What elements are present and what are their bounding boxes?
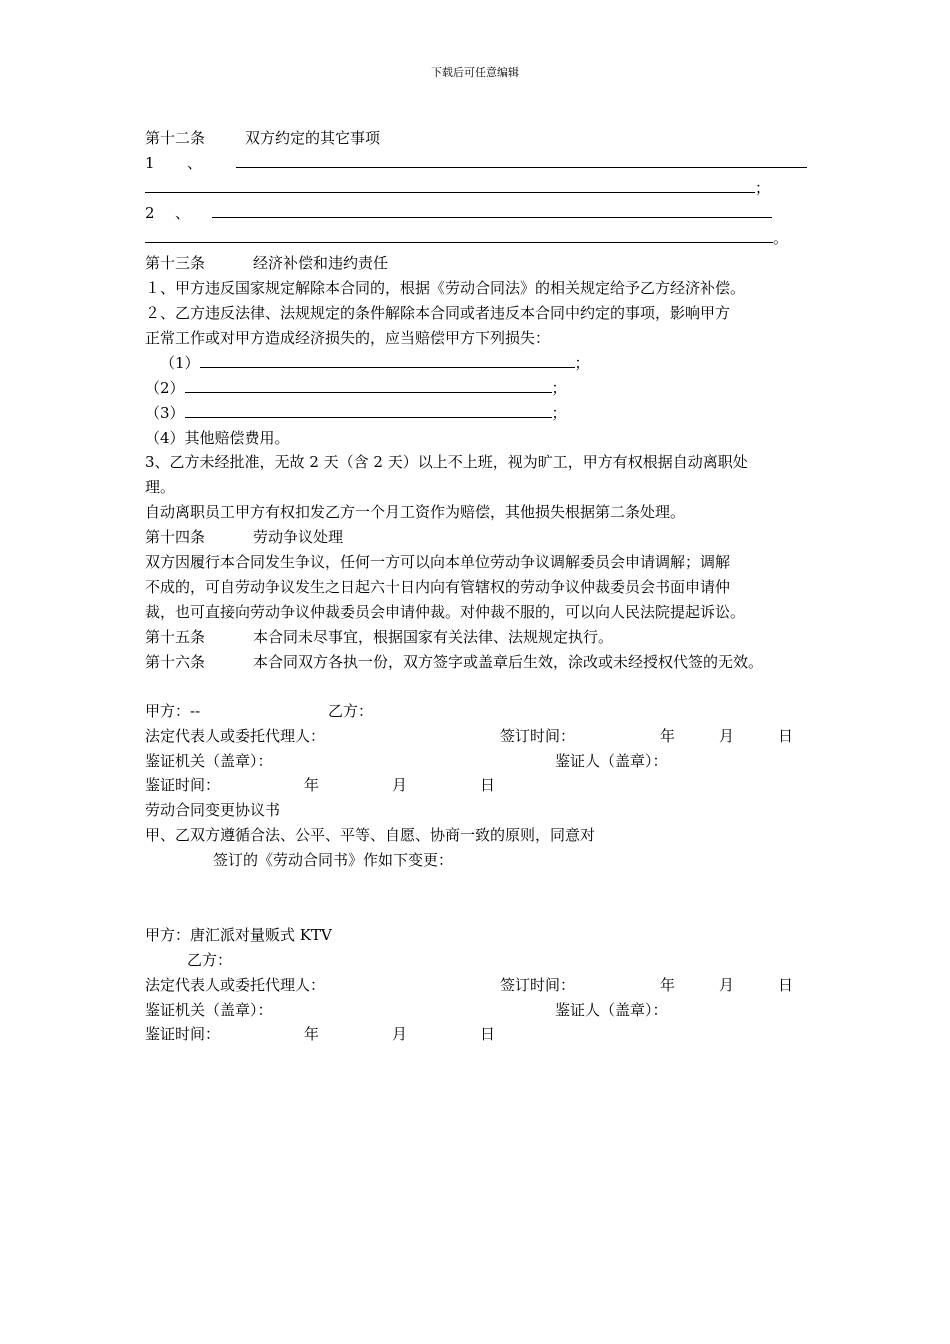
art14-paragraph-3: 裁，也可直接向劳动争议仲裁委员会申请仲裁。对仲裁不服的，可以向人民法院提起诉讼。 (145, 603, 746, 621)
sign1-representative: 法定代表人或委托代理人： (145, 727, 326, 745)
art12-item2-number: 2 (145, 204, 155, 222)
article-14-title: 第十四条 (145, 528, 206, 546)
sign1-verify-day: 日 (480, 776, 496, 794)
art13-paragraph-2a: ２、乙方违反法律、法规规定的条件解除本合同或者违反本合同中约定的事项，影响甲方 (145, 304, 731, 322)
art13-paragraph-4: 自动离职员工甲方有权扣发乙方一个月工资作为赔偿，其他损失根据第二条处理。 (145, 503, 686, 521)
art12-item2-end: 。 (773, 229, 789, 247)
sign2-day: 日 (778, 976, 794, 994)
sign2-verify-month: 月 (392, 1025, 408, 1043)
art13-loss-1-end: ； (574, 354, 590, 372)
sign1-verify-month: 月 (392, 776, 408, 794)
sign2-verifier: 鉴证人（盖章）： (555, 1001, 668, 1019)
art12-item2-blank[interactable] (212, 204, 772, 218)
sign2-verify-time: 鉴证时间： (145, 1025, 221, 1043)
art13-paragraph-3a: 3、乙方未经批准，无故 2 天（含 2 天）以上不上班，视为旷工，甲方有权根据自动离职处 (145, 453, 748, 471)
sign1-verifier: 鉴证人（盖章）： (555, 752, 668, 770)
sign2-verify-day: 日 (480, 1025, 496, 1043)
art14-paragraph-1: 双方因履行本合同发生争议，任何一方可以向本单位劳动争议调解委员会申请调解；调解 (145, 553, 731, 571)
art13-loss-1-label: （1） (160, 354, 200, 372)
art13-loss-2-end: ； (551, 379, 567, 397)
amendment-paragraph-1: 甲、乙双方遵循合法、公平、平等、自愿、协商一致的原则，同意对 (145, 826, 596, 844)
art13-loss-4: （4）其他赔偿费用。 (145, 429, 290, 447)
art13-loss-3-end: ； (551, 404, 567, 422)
article-13-heading: 经济补偿和违约责任 (253, 254, 389, 272)
art12-item1-number: 1 (145, 154, 155, 172)
art14-paragraph-2: 不成的，可自劳动争议发生之日起六十日内向有管辖权的劳动争议仲裁委员会书面申请仲 (145, 578, 731, 596)
sign2-sign-time: 签订时间： (500, 976, 576, 994)
sign2-party-b: 乙方： (187, 951, 233, 969)
art13-paragraph-1: １、甲方违反国家规定解除本合同的，根据《劳动合同法》的相关规定给予乙方经济补偿。 (145, 279, 746, 297)
art12-item1-separator: 、 (187, 154, 203, 172)
article-16-text: 本合同双方各执一份，双方签字或盖章后生效，涂改或未经授权代签的无效。 (253, 653, 764, 671)
sign1-verify-year: 年 (304, 776, 320, 794)
art13-loss-3-blank[interactable] (185, 404, 552, 418)
sign2-representative: 法定代表人或委托代理人： (145, 976, 326, 994)
sign1-month: 月 (719, 727, 735, 745)
art12-item1-blank[interactable] (236, 154, 807, 168)
amendment-paragraph-2: 签订的《劳动合同书》作如下变更： (213, 851, 454, 869)
article-12-title: 第十二条 (145, 129, 206, 147)
sign1-sign-time: 签订时间： (500, 727, 576, 745)
page-header: 下载后可任意编辑 (431, 66, 519, 79)
sign2-party-a: 甲方：唐汇派对量贩式 KTV (145, 926, 332, 944)
article-15-text: 本合同未尽事宜，根据国家有关法律、法规规定执行。 (253, 628, 614, 646)
art13-loss-2-blank[interactable] (185, 379, 552, 393)
sign2-year: 年 (660, 976, 676, 994)
sign1-year: 年 (660, 727, 676, 745)
amendment-title: 劳动合同变更协议书 (145, 801, 281, 819)
sign2-verify-year: 年 (304, 1025, 320, 1043)
article-14-heading: 劳动争议处理 (253, 528, 344, 546)
article-13-title: 第十三条 (145, 254, 206, 272)
sign1-verify-time: 鉴证时间： (145, 776, 221, 794)
art12-item1-end: ； (755, 179, 771, 197)
art13-paragraph-3b: 理。 (145, 478, 176, 496)
art13-loss-1-blank[interactable] (200, 354, 575, 368)
art13-paragraph-2b: 正常工作或对甲方造成经济损失的，应当赔偿甲方下列损失： (145, 329, 551, 347)
art12-item2-blank-cont[interactable] (145, 229, 773, 243)
sign1-party-b: 乙方： (328, 702, 374, 720)
sign1-day: 日 (778, 727, 794, 745)
art13-loss-3-label: （3） (145, 404, 185, 422)
art12-item1-blank-cont[interactable] (145, 179, 755, 193)
sign1-authority: 鉴证机关（盖章）： (145, 752, 273, 770)
article-15-title: 第十五条 (145, 628, 206, 646)
article-12-heading: 双方约定的其它事项 (245, 129, 381, 147)
article-16-title: 第十六条 (145, 653, 206, 671)
sign2-month: 月 (719, 976, 735, 994)
sign2-authority: 鉴证机关（盖章）： (145, 1001, 273, 1019)
art13-loss-2-label: （2） (145, 379, 185, 397)
sign1-party-a: 甲方：-- (145, 702, 201, 720)
art12-item2-separator: 、 (175, 204, 191, 222)
